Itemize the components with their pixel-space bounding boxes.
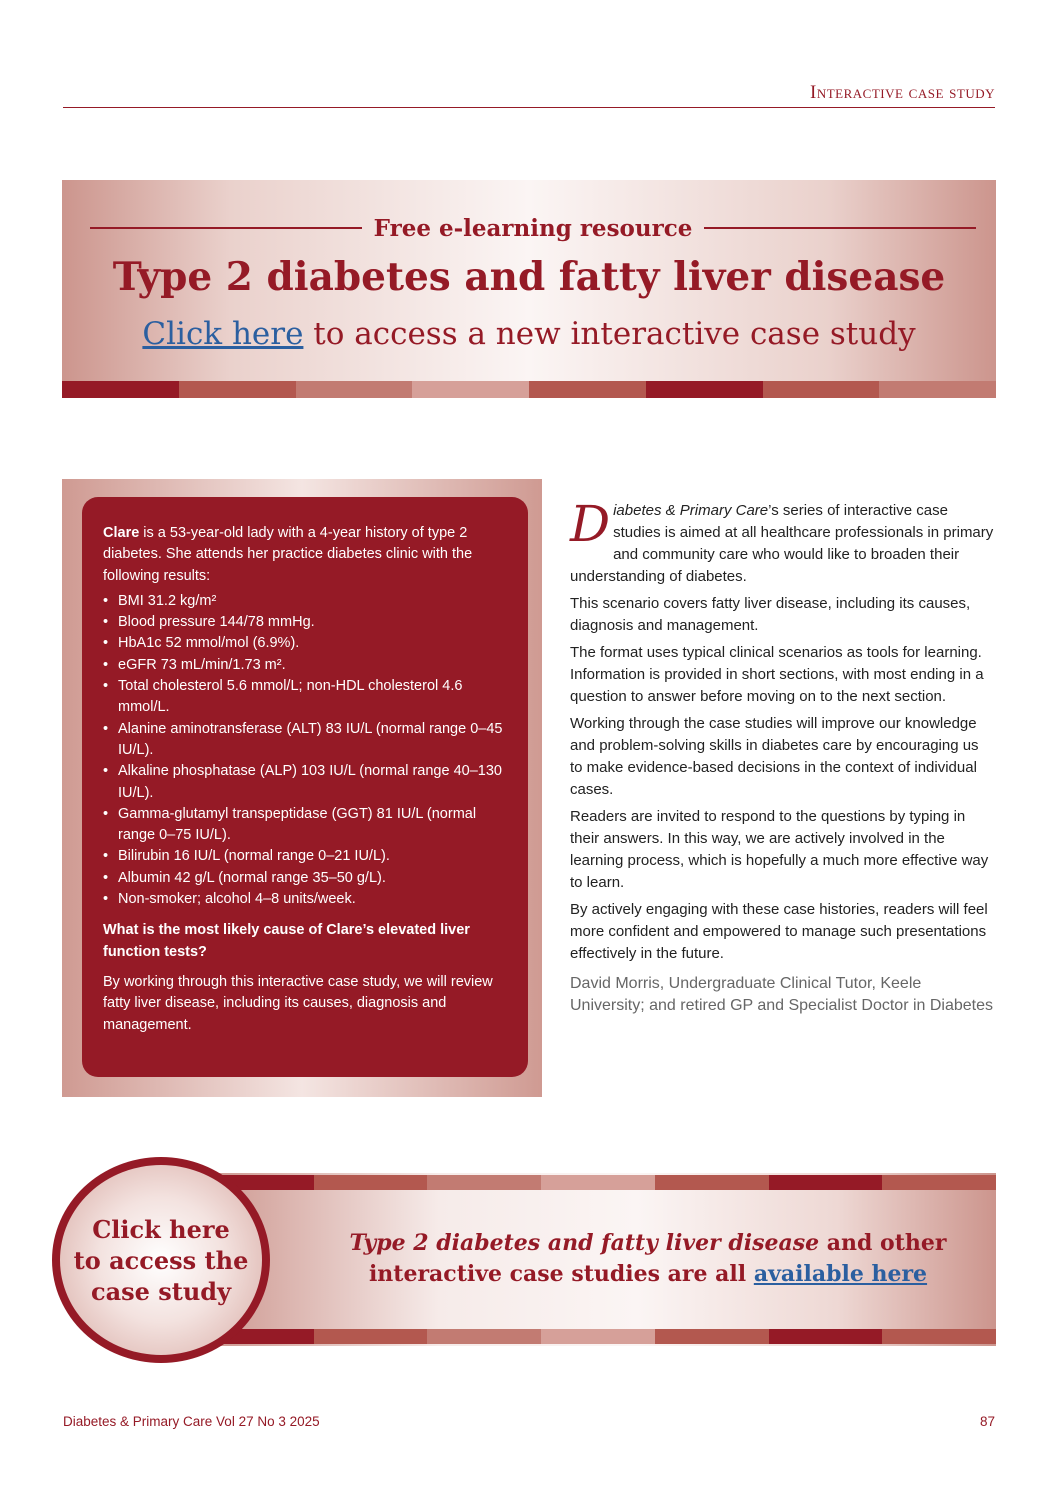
patient-name: Clare	[103, 525, 140, 541]
stripe-segment	[655, 1175, 769, 1190]
article-intro	[570, 495, 995, 588]
stripe-segment	[179, 381, 296, 398]
page-number: 87	[979, 1414, 995, 1429]
stripe-segment	[882, 1175, 996, 1190]
article-intro-text: ’s series of interactive case studies is aimed at all healthcare professionals in primary and community care who would like to broaden their understanding of diabetes.	[570, 502, 994, 585]
result-item: • Bilirubin 16 IU/L (normal range 0–21 IU/L).	[103, 846, 508, 867]
promo-text-mid: and other interactive case studies are all	[368, 1230, 947, 1287]
result-item: • Gamma-glutamyl transpeptidase (GGT) 81 IU/L (normal range 0–75 IU/L).	[103, 804, 508, 847]
click-here-circle-button[interactable]	[52, 1157, 270, 1363]
case-question: What is the most likely cause of Clare’s elevated liver function tests?	[103, 922, 470, 960]
stripe-segment	[541, 1329, 655, 1344]
banner-stripes	[62, 381, 996, 398]
result-item: • Blood pressure 144/78 mmHg.	[103, 612, 508, 633]
promo-text	[320, 1228, 976, 1290]
case-box	[62, 479, 542, 1097]
promo-stripes-bottom	[200, 1329, 996, 1344]
article-paragraph: Readers are invited to respond to the questions by typing in their answers. In this way, we are actively involved in the learning process, which is hopefully a much more effective way to learn.	[570, 808, 989, 891]
stripe-segment	[769, 1329, 883, 1344]
stripe-segment	[314, 1175, 428, 1190]
dropcap: D	[570, 495, 611, 553]
stripe-segment	[314, 1329, 428, 1344]
article-body	[570, 495, 995, 1022]
result-item: • eGFR 73 mL/min/1.73 m².	[103, 655, 508, 676]
circle-line-3: case study	[90, 1276, 232, 1306]
stripe-segment	[62, 381, 179, 398]
article-paragraph: By actively engaging with these case histories, readers will feel more confident and empowered to manage such presentations effectively in the future.	[570, 901, 988, 962]
header-rule	[63, 107, 995, 108]
case-review: By working through this interactive case study, we will review fatty liver disease, including its causes, diagnosis and management.	[103, 973, 493, 1033]
stripe-segment	[427, 1175, 541, 1190]
promo-band	[200, 1173, 996, 1346]
banner-title: Type 2 diabetes and fatty liver disease	[112, 254, 946, 300]
results-list	[103, 591, 508, 910]
case-intro	[103, 523, 508, 587]
promo-title-italic: Type 2 diabetes and fatty liver disease	[349, 1230, 820, 1256]
article-paragraphs	[570, 593, 995, 965]
section-label: Interactive case study	[810, 82, 995, 103]
stripe-segment	[882, 1329, 996, 1344]
footer-journal: Diabetes & Primary Care Vol 27 No 3 2025	[63, 1414, 320, 1429]
banner-subtitle-rest: to access a new interactive case study	[303, 316, 916, 352]
circle-line-1: Click here	[92, 1214, 230, 1244]
stripe-segment	[655, 1329, 769, 1344]
stripe-segment	[541, 1175, 655, 1190]
banner-subtitle	[62, 316, 996, 352]
result-item: • Non-smoker; alcohol 4–8 units/week.	[103, 889, 508, 910]
banner-kicker-row	[90, 214, 976, 242]
stripe-segment	[529, 381, 646, 398]
banner-kicker: Free e-learning resource	[373, 214, 693, 242]
available-here-link[interactable]: available here	[753, 1261, 928, 1287]
journal-name-italic: iabetes & Primary Care	[613, 502, 769, 519]
case-intro-text: is a 53-year-old lady with a 4-year history of type 2 diabetes. She attends her practice diabetes clinic with the following results:	[103, 525, 473, 584]
case-panel	[82, 497, 528, 1077]
stripe-segment	[646, 381, 763, 398]
stripe-segment	[763, 381, 880, 398]
stripe-segment	[296, 381, 413, 398]
result-item: • Alkaline phosphatase (ALP) 103 IU/L (normal range 40–130 IU/L).	[103, 761, 508, 804]
banner-click-here-link[interactable]: Click here	[142, 316, 304, 352]
article-paragraph: This scenario covers fatty liver disease, including its causes, diagnosis and management.	[570, 595, 971, 634]
stripe-segment	[427, 1329, 541, 1344]
circle-label	[74, 1214, 249, 1307]
result-item: • BMI 31.2 kg/m²	[103, 591, 508, 612]
stripe-segment	[769, 1175, 883, 1190]
kicker-rule-left	[90, 227, 362, 229]
kicker-rule-right	[704, 227, 976, 229]
result-item: • Albumin 42 g/L (normal range 35–50 g/L).	[103, 868, 508, 889]
article-paragraph: The format uses typical clinical scenarios as tools for learning. Information is provided in short sections, with most ending in a question to answer before moving on to the next section.	[570, 644, 984, 705]
elearning-banner	[62, 180, 996, 398]
promo-stripes-top	[200, 1175, 996, 1190]
stripe-segment	[879, 381, 996, 398]
result-item: • Alanine aminotransferase (ALT) 83 IU/L (normal range 0–45 IU/L).	[103, 719, 508, 762]
circle-line-2: to access the	[73, 1245, 249, 1275]
result-item: • HbA1c 52 mmol/mol (6.9%).	[103, 633, 508, 654]
article-paragraph: Working through the case studies will improve our knowledge and problem-solving skills in diabetes care by encouraging us to make evidence-based decisions in the context of individual cases.	[570, 715, 979, 798]
result-item: • Total cholesterol 5.6 mmol/L; non-HDL cholesterol 4.6 mmol/L.	[103, 676, 508, 719]
author-credit: David Morris, Undergraduate Clinical Tutor, Keele University; and retired GP and Specialist Doctor in Diabetes	[570, 975, 994, 1014]
stripe-segment	[412, 381, 529, 398]
